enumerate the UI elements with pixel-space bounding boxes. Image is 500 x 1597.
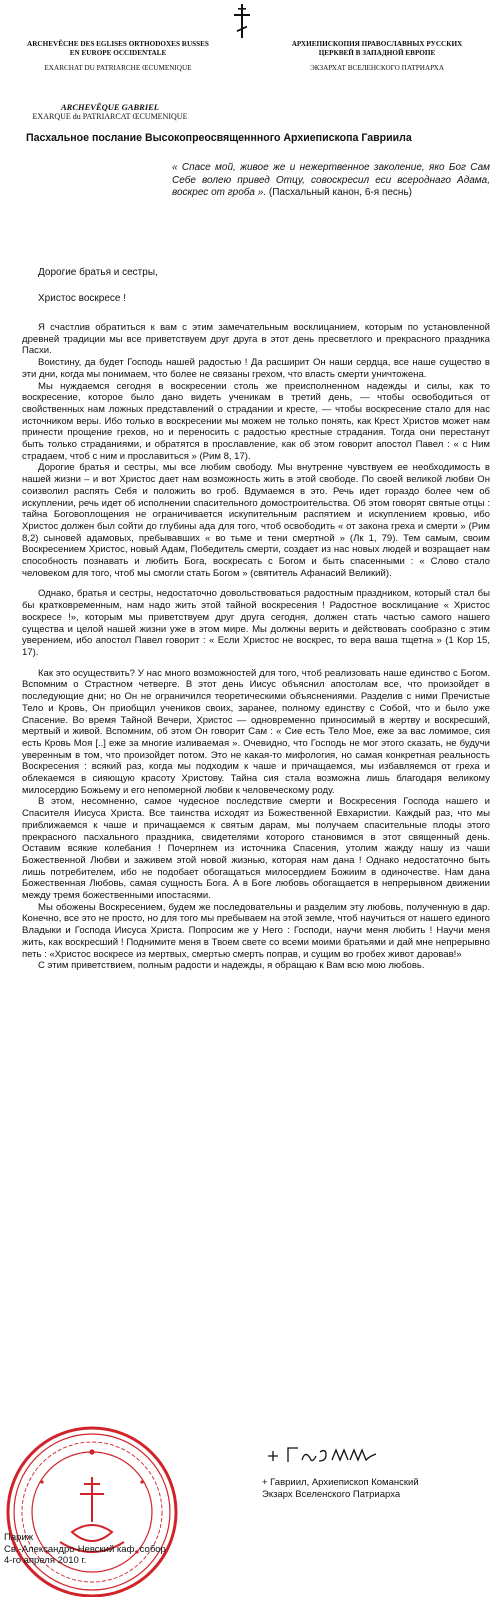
letterhead-left bbox=[8, 40, 228, 73]
signature-line2: Экзарх Вселенского Патриарха bbox=[262, 1489, 401, 1500]
letter-date: 4-го апреля 2010 г. bbox=[4, 1555, 87, 1566]
exclamation: Христос воскресе ! bbox=[38, 293, 127, 304]
letter-body bbox=[22, 322, 490, 972]
letterhead-left-exarchate: EXARCHAT DU PATRIARCHE ŒCUMENIQUE bbox=[44, 64, 192, 72]
place-and-date bbox=[4, 1532, 166, 1567]
letterhead-right-line1: АРХИЕПИСКОПИЯ ПРАВОСЛАВНЫХ РУССКИХ bbox=[291, 40, 463, 48]
handwritten-signature bbox=[262, 1440, 382, 1470]
archbishop-title: EXARQUE du PATRIARCAT ŒCUMENIQUE bbox=[32, 112, 188, 121]
paragraph: Мы нуждаемся сегодня в воскресении столь же преисполненном надежды и силы, как то воскресение, которое было дано видеть ученикам в третий день, — чтобы освободиться от свойственных нам ложных представлений о страдании и кресте, — чтобы воскресение стало для нас источником веры. Ибо только в воскресении мы можем не только понять, как Крест Христов может нам принести прощение грехов, но и переносить с радостью крестные страдания. Тогда они перестанут быть только страданиями, и обратятся в прославление, как об этом говорит апостол Павел : « с Ним страдаем, чтоб с ним и прославиться » (Рим 8, 17). bbox=[22, 380, 490, 462]
paragraph: Как это осуществить? У нас много возможностей для того, чтоб реализовать наше единство с Богом. Вспомним о Страстном четверге. В этот день Иисус объяснил апостолам все, что произойдет в последующие дни; но Он не ограничился теоретическими объяснениями. Разделив с ними Пречистые Тело и Кровь, Он приобщил учеников своих, заранее, полному единству с Собой, что и было уже Спасение. Во время Тайной Вечери, Христос — одновременно приносимый в жертву и воскресший, мертвый и живой. Вспомним, об этом Он говорит Сам : « Сие есть Тело Мое, еже за вас ломимое, сия есть Кровь Моя [..] еже за многие изливаемая ». Очевидно, что Господь не мог этого сказать, не будучи уверенным в том, что произойдет потом. Это не какая-то мифология, но самая конкретная реальность Воскресения : всякий раз, когда мы подходим к чаше и причащаемся, мы избавляемся от греха и облекаемся в сияющую красоту Христову. Тайна сия стала возможна лишь благодаря великому милосердию Божьему и его непомерной любви к человеческому роду. bbox=[22, 667, 490, 796]
paragraph: Воистину, да будет Господь нашей радостью ! Да расширит Он наши сердца, все наше существо в эти дни, когда мы понимаем, что более не связаны грехом, что власть смерти уничтожена. bbox=[22, 357, 490, 380]
paragraph: Однако, братья и сестры, недостаточно довольствоваться радостным праздником, который стал бы бы кратковременным, нам надо жить этой тайной воскресения ! Радостное восклицание « Христос воскресе !», которым мы приветствуем друг друга сегодня, должен стать частью самого нашего существа и целой нашей жизни уже в этом мире. Мы должны верить и действовать сообразно с этим уверением, ибо апостол Павел говорит : « Если Христос не воскрес, то вера ваша тщетна » (1 Кор 15, 17). bbox=[22, 588, 490, 658]
place-city: Париж bbox=[4, 1532, 34, 1543]
place-church: Св.-Александро-Невский каф. собор bbox=[4, 1543, 166, 1555]
paragraph: Дорогие братья и сестры, мы все любим свободу. Мы внутренне чувствуем ее необходимость в нашей жизни – и вот Христос дает нам возможность жить в этой свободе. По своей великой любви Он соизволил распять Себя и положить во гроб. Вдумаемся в это. Речь идет гораздо более чем об искуплении, речь идет об исполнении спасительного домостроительства. Об этом говорят святые отцы : тайна Боговоплощения не ограничивается искупительным распятием и искуплением кровью, ибо Христос должен был сойти до глубины ада для того, чтоб освободить « от закона греха и смерти » (Рим 8,2) сыновей адамовых, пребывавших « во тьме и тени смертной » (Лк 1, 79). Тем самым, своим Воскресением Христос, новый Адам, Победитель смерти, создает из нас новых людей и возращает нам способность познавать и любить Бога, воскресать с Богом и быть спасенными : « Слово стало человеком для того, чтоб мы смогли стать Богом » (святитель Афанасий Великий). bbox=[22, 462, 490, 579]
archbishop-name: ARCHEVÊQUE GABRIEL bbox=[60, 102, 159, 112]
archbishop-block bbox=[20, 103, 200, 121]
epigraph-source: (Пасхальный канон, 6-я песнь) bbox=[268, 187, 412, 199]
letterhead-right-line2: ЦЕРКВЕЙ В ЗАПАДНОЙ ЕВРОПЕ bbox=[318, 49, 436, 57]
signature-line1: + Гавриил, Архиепископ Команский bbox=[262, 1477, 419, 1488]
letterhead-left-line1: ARCHEVÊCHE DES EGLISES ORTHODOXES RUSSES bbox=[27, 40, 209, 48]
letterhead-right bbox=[262, 40, 492, 73]
church-seal-stamp bbox=[2, 1422, 182, 1597]
paragraph: Я счастлив обратиться к вам с этим замечательным восклицанием, которым по установленной древней традиции мы все приветствуем друг друга в этот день пресветлого и прекрасного праздника Пасхи. bbox=[22, 322, 490, 357]
signature-block bbox=[262, 1477, 492, 1501]
greeting: Дорогие братья и сестры, bbox=[38, 267, 158, 278]
paragraph: Мы обожены Воскресением, будем же последовательны и разделим эту любовь, полученную в дар. Конечно, все это не просто, но для того мы пребываем на этой земле, чтоб научиться от нашего единого Владыки и Господа Иисуса Христа. Попросим же у Него : Господи, научи меня любить ! Научи меня жить, как воскресший ! Поднимите меня в Твоем свете со всеми моими братьями и дай мне непрерывно петь : «Христос воскресе из мертвых, смертью смерть поправ, и сущим во гробех живот даровав!» bbox=[22, 901, 490, 960]
letter-title: Пасхальное послание Высокопреосвященнного Архиепископа Гавриила bbox=[26, 132, 412, 144]
paragraph: С этим приветствием, полным радости и надежды, я обращаю к Вам всю мою любовь. bbox=[38, 960, 425, 972]
epigraph-quote: « Спасе мой, живое же и нежертвенное заколение, яко Бог Сам Себе волею привед Отцу, совоскресил еси всероднаго Адама, воскрес от гроба ». bbox=[172, 162, 490, 199]
letterhead-left-line2: EN EUROPE OCCIDENTALE bbox=[69, 49, 167, 57]
paragraph: В этом, несомненно, самое чудесное последствие смерти и Воскресения Господа нашего и Спасителя Иисуса Христа. Все таинства исходят из Божественной Евхаристии. Каждый раз, что мы приближаемся к чаше и причащаемся к святым дарам, мы получаем спасительные плоды этого прекрасного пасхального праздника, свидетелями которого становимся в этот священный день. Оставим всякие колебания ! Почерпнем из источника Спасения, утолим жажду нашу из чаши Божественной Любви и заживем этой новой жизнью, которая нам дана ! Однако недостаточно быть лишь потребителем, ибо не подобает обогащаться милосердием Божиим в одиночестве. Нам дана Божественная Любовь, самая сущность Бога. А в Боге любовь обогащается в непрерывном движении между тремя божественными ипостасями. bbox=[22, 796, 490, 902]
orthodox-cross-icon bbox=[233, 4, 251, 38]
letterhead-right-exarchate: ЭКЗАРХАТ ВСЕЛЕНСКОГО ПАТРИАРХА bbox=[309, 64, 445, 72]
epigraph bbox=[172, 162, 490, 200]
